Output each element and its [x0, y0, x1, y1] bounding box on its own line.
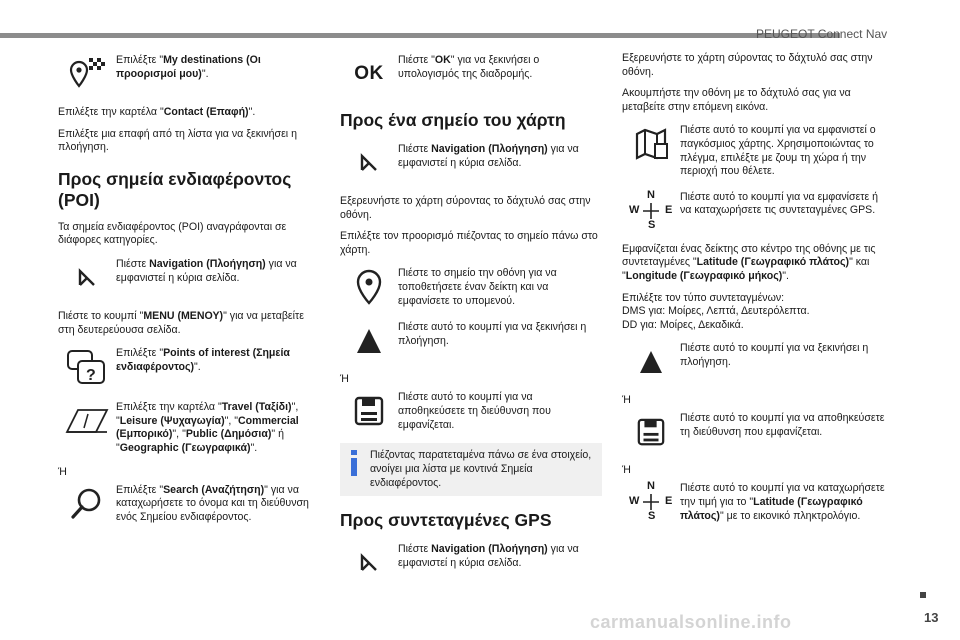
points-of-interest-row: ? Επιλέξτε "Points of interest (Σημεία ενδιαφέροντος)". — [58, 345, 320, 389]
poi-heading: Προς σημεία ενδιαφέροντος (POI) — [58, 168, 292, 210]
page-number: 13 — [924, 610, 939, 625]
my-destinations-row — [58, 52, 320, 96]
brand-header: PEUGEOT Connect Nav — [756, 27, 888, 41]
menu-paragraph: Πιέστε το κουμπί "MENU (ΜΕΝΟΥ)" για να μεταβείτε στη δευτερεύουσα σελίδα. — [58, 309, 304, 336]
pin-row: Πιέστε το σημείο την οθόνη για να τοποθετήσετε έναν δείκτη και να εμφανίσετε το υπομενού. — [340, 265, 602, 309]
navigation-arrow-icon — [58, 256, 116, 300]
contact-instruction: Επιλέξτε μια επαφή από τη λίστα για να ξεκινήσει η πλοήγηση. — [58, 127, 297, 154]
coordinate-type-paragraph: Επιλέξτε τον τύπο συντεταγμένων: DMS για: Μοίρες, Λεπτά, Δευτερόλεπτα. DD για: Μοίρες, Δεκαδικά. — [622, 291, 810, 331]
compass-icon: N W E S — [629, 188, 673, 231]
explore-paragraph: Εξερευνήστε το χάρτη σύροντας το δάχτυλό σας στην οθόνη. — [340, 195, 591, 221]
world-map-icon — [622, 122, 680, 166]
marker-paragraph: Εμφανίζεται ένας δείκτης στο κέντρο της οθόνης με τις συντεταγμένες "Latitude (Γεωγραφικό πλάτος)" και "Longitude (Γεωγραφικό μήκος)". — [622, 242, 876, 282]
compass-icon: N W E S — [629, 480, 673, 523]
text: ". — [201, 67, 209, 80]
contact-paragraph: Επιλέξτε την καρτέλα "Contact (Επαφή)". — [58, 106, 256, 118]
navigation-row-3: Πιέστε Navigation (Πλοήγηση) για να εμφανιστεί η κύρια σελίδα. — [340, 541, 602, 585]
navigation-row-2: Πιέστε Navigation (Πλοήγηση) για να εμφανιστεί η κύρια σελίδα. — [340, 141, 602, 185]
poi-intro: Τα σημεία ενδιαφέροντος (POI) αναγράφονται σε διάφορες κατηγορίες. — [58, 220, 287, 247]
save-disk-icon — [622, 410, 680, 454]
or-separator: Ή — [58, 465, 67, 478]
navigation-arrow-icon — [340, 541, 398, 585]
save-disk-icon — [340, 389, 398, 433]
coordinates-row: N W E S Πιέστε αυτό το κουμπί για να εμφανίσετε ή να καταχωρήσετε τις συντεταγμένες GPS. — [622, 189, 892, 233]
poi-question-icon — [58, 345, 116, 389]
start-navigation-row: Πιέστε αυτό το κουμπί για να ξεκινήσει η πλοήγηση. — [340, 319, 602, 363]
checkered-flag-pin-icon — [58, 52, 116, 96]
explore-paragraph: Εξερευνήστε το χάρτη σύροντας το δάχτυλό σας στην οθόνη. — [622, 52, 873, 78]
info-icon — [348, 450, 360, 481]
start-navigation-row: Πιέστε αυτό το κουμπί για να ξεκινήσει η πλοήγηση. — [622, 340, 892, 384]
tab-road-icon — [58, 399, 116, 443]
save-row: Πιέστε αυτό το κουμπί για να αποθηκεύσετε τη διεύθυνση που εμφανίζεται. — [622, 410, 892, 454]
latitude-value-row: N W E S Πιέστε αυτό το κουμπί για να καταχωρήσετε την τιμή για το "Latitude (Γεωγραφικό πλάτος)" με το εικονικό πληκτρολόγιο. — [622, 480, 892, 524]
or-separator: Ή — [622, 394, 631, 407]
column-2 — [340, 52, 602, 595]
navigation-row: Πιέστε Navigation (Πλοήγηση) για να εμφανιστεί η κύρια σελίδα. — [58, 256, 320, 300]
ok-button-icon: OK — [354, 63, 384, 84]
magnifier-icon — [58, 482, 116, 526]
column-1 — [58, 52, 320, 536]
map-point-heading: Προς ένα σημείο του χάρτη — [340, 110, 566, 130]
svg-text:?: ? — [86, 367, 96, 385]
navigation-arrow-icon — [340, 141, 398, 185]
column-3 — [622, 52, 892, 534]
search-row: Επιλέξτε "Search (Αναζήτηση)" για να καταχωρήσετε το όνομα και τη διεύθυνση ενός Σημείου ενδιαφέροντος. — [58, 482, 320, 526]
category-tabs-row: Επιλέξτε την καρτέλα "Travel (Ταξίδι)", "Leisure (Ψυχαγωγία)", "Commercial (Εμπορικό)", "Public (Δημόσια)" ή "Geographic (Γεωγραφικά)". — [58, 399, 320, 455]
gps-heading: Προς συντεταγμένες GPS — [340, 510, 552, 531]
page-marker — [920, 592, 926, 598]
location-pin-icon — [340, 265, 398, 309]
world-map-row: Πιέστε αυτό το κουμπί για να εμφανιστεί ο παγκόσμιος χάρτης. Χρησιμοποιώντας το πλέγμα, επιλέξτε με ζουμ τη χώρα ή την περιοχή που θέλετε. — [622, 122, 892, 178]
top-rule — [0, 33, 840, 38]
save-row: Πιέστε αυτό το κουμπί για να αποθηκεύσετε τη διεύθυνση που εμφανίζεται. — [340, 389, 602, 433]
ok-row: OK Πιέστε "OK" για να ξεκινήσει ο υπολογισμός της διαδρομής. — [340, 52, 602, 96]
or-separator: Ή — [622, 464, 631, 477]
navigation-arrow-icon — [622, 340, 680, 384]
info-box: Πιέζοντας παρατεταμένα πάνω σε ένα στοιχείο, ανοίγει μια λίστα με κοντινά Σημεία ενδιαφέροντος. — [340, 443, 602, 496]
touch-paragraph: Ακουμπήστε την οθόνη με το δάχτυλό σας για να μεταβείτε στην επόμενη εικόνα. — [622, 87, 851, 113]
watermark: carmanualsonline.info — [590, 612, 792, 632]
bold-term: My destinations (Οι προορισμοί μου) — [116, 54, 261, 80]
select-destination-paragraph: Επιλέξτε τον προορισμό πιέζοντας το σημείο πάνω στο χάρτη. — [340, 230, 598, 256]
text: Επιλέξτε " — [116, 54, 164, 66]
or-separator: Ή — [340, 373, 349, 386]
navigation-arrow-icon — [340, 319, 398, 363]
